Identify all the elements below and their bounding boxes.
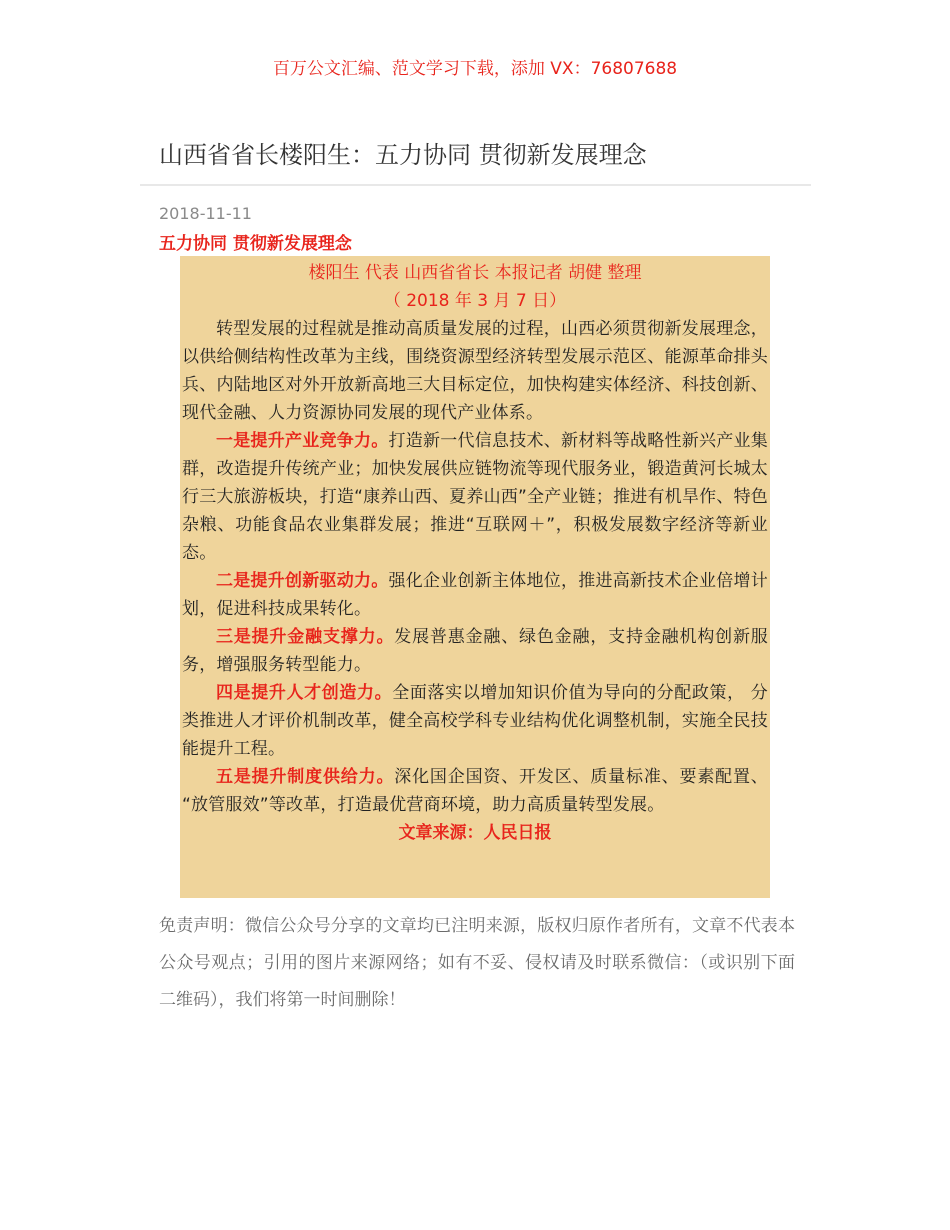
point-lead: 三是提升金融支撑力。 xyxy=(216,627,395,647)
point-text: 全面落实以增加知识价值为导向的分配政策， 分类推进人才评价机制改革，健全高校学科专业结构优化调整机制，实施全民技能提升工程。 xyxy=(182,683,769,759)
intro-paragraph: 转型发展的过程就是推动高质量发展的过程，山西必须贯彻新发展理念，以供给侧结构性改革为主线，围绕资源型经济转型发展示范区、能源革命排头兵、内陆地区对外开放新高地三大目标定位，加快构建实体经济、科技创新、现代金融、人力资源协同发展的现代产业体系。 xyxy=(182,319,768,423)
article-body-box xyxy=(180,256,770,898)
article-source: 文章来源：人民日报 xyxy=(398,823,552,843)
promo-banner: 百万公文汇编、范文学习下载，添加 VX：76807688 xyxy=(272,59,678,79)
disclaimer-text: 免责声明：微信公众号分享的文章均已注明来源，版权归原作者所有，文章不代表本公众号观点；引用的图片来源网络；如有不妥、侵权请及时联系微信：（或识别下面二维码），我们将第一时间删除！ xyxy=(159,916,795,1010)
point-paragraph xyxy=(182,427,768,567)
point-text: 强化企业创新主体地位，推进高新技术企业倍增计划，促进科技成果转化。 xyxy=(182,571,768,619)
point-text: 打造新一代信息技术、新材料等战略性新兴产业集群，改造提升传统产业；加快发展供应链物流等现代服务业，锻造黄河长城太行三大旅游板块，打造“康养山西、夏养山西”全产业链；推进有机旱作、特色杂粮、功能食品农业集群发展；推进“互联网＋”，积极发展数字经济等新业态。 xyxy=(182,431,768,563)
dateline: （ 2018 年 3 月 7 日） xyxy=(383,291,567,311)
byline: 楼阳生 代表 山西省省长 本报记者 胡健 整理 xyxy=(308,263,642,283)
point-paragraph xyxy=(182,763,768,819)
point-paragraph xyxy=(182,623,768,679)
publish-date: 2018-11-11 xyxy=(159,204,252,223)
point-lead: 五是提升制度供给力。 xyxy=(216,767,395,787)
point-paragraph xyxy=(182,567,768,623)
point-lead: 四是提升人才创造力。 xyxy=(216,683,393,703)
point-lead: 一是提升产业竞争力。 xyxy=(216,431,389,451)
point-text: 发展普惠金融、绿色金融，支持金融机构创新服务，增强服务转型能力。 xyxy=(182,627,768,675)
article-title: 山西省省长楼阳生：五力协同 贯彻新发展理念 xyxy=(159,141,647,169)
point-text: 深化国企国资、开发区、质量标准、要素配置、 “放管服效”等改革，打造最优营商环境，助力高质量转型发展。 xyxy=(182,767,768,815)
point-paragraph xyxy=(182,679,768,763)
title-divider xyxy=(140,184,811,186)
point-lead: 二是提升创新驱动力。 xyxy=(216,571,389,591)
article-subtitle: 五力协同 贯彻新发展理念 xyxy=(159,234,352,254)
